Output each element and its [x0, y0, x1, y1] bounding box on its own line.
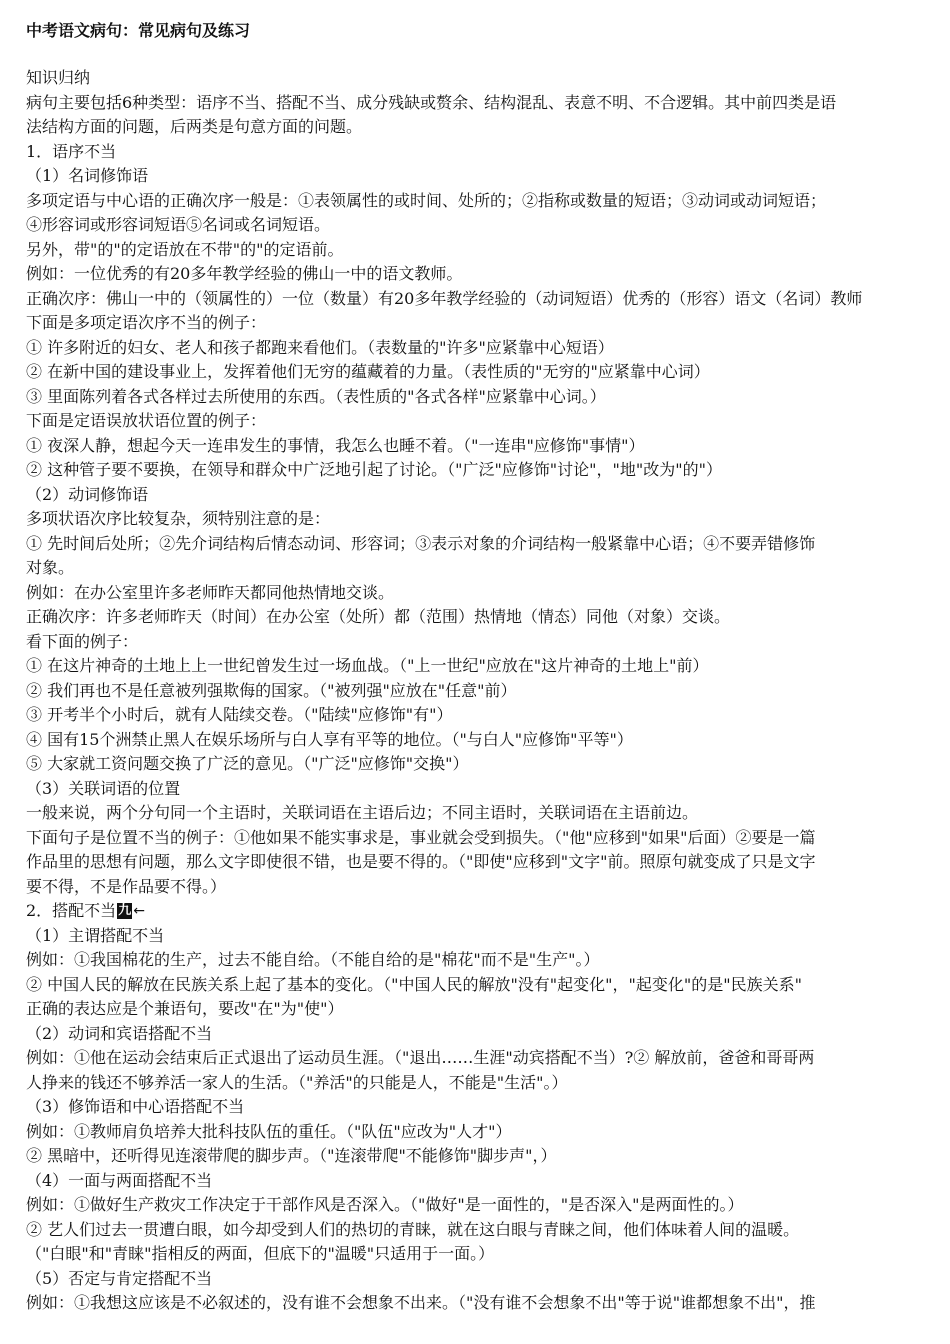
text-line: 对象。: [26, 558, 75, 577]
text-line: 例如：一位优秀的有20多年教学经验的佛山一中的语文教师。: [26, 264, 463, 283]
text-line: 多项状语次序比较复杂，须特别注意的是：: [26, 509, 331, 528]
text-line: 例如：①教师肩负培养大批科技队伍的重任。（"队伍"应改为"人才"）: [26, 1121, 512, 1141]
text-line: 多项定语与中心语的正确次序一般是：①表领属性的或时间、处所的；②指称或数量的短语；③动词或动词短语；: [26, 190, 827, 210]
text-line: 要不得，不是作品要不得。）: [26, 876, 227, 896]
arrow-left-icon: ←: [133, 903, 145, 919]
text-line: ③ 里面陈列着各式各样过去所使用的东西。（表性质的"各式各样"应紧靠中心词。）: [26, 386, 606, 406]
section-heading: [26, 899, 950, 924]
text-line: （3）修饰语和中心语搭配不当: [26, 1097, 245, 1116]
text-line: ② 艺人们过去一贯遭白眼，如今却受到人们的热切的青睐，就在这白眼与青睐之间，他们体味着人间的温暖。: [26, 1219, 800, 1239]
text-line: 正确次序：佛山一中的（领属性的）一位（数量）有20多年教学经验的（动词短语）优秀的（形容）语文（名词）教师: [26, 288, 863, 308]
text-line: 一般来说，两个分句同一个主语时，关联词语在主语后边；不同主语时，关联词语在主语前边。: [26, 803, 699, 822]
text-line: （5）否定与肯定搭配不当: [26, 1268, 213, 1288]
text-line: 例如：①他在运动会结束后正式退出了运动员生涯。（"退出……生涯"动宾搭配不当）?② 解放前，爸爸和哥哥两: [26, 1048, 815, 1067]
section-heading-text: 2．搭配不当: [26, 901, 117, 920]
text-line: 人挣来的钱还不够养活一家人的生活。（"养活"的只能是人，不能是"生活"。）: [26, 1072, 568, 1092]
text-line: 例如：①做好生产救灾工作决定于干部作风是否深入。（"做好"是一面性的，"是否深入"是两面性的。）: [26, 1195, 744, 1214]
text-line: ① 夜深人静，想起今天一连串发生的事情，我怎么也睡不着。（"一连串"应修饰"事情"）: [26, 435, 645, 455]
text-line: 下面句子是位置不当的例子：①他如果不能实事求是，事业就会受到损失。（"他"应移到"如果"后面）②要是一篇: [26, 827, 816, 847]
document-title: 中考语文病句：常见病句及练习: [26, 21, 251, 40]
text-line: 下面是定语误放状语位置的例子：: [26, 411, 267, 430]
text-line: ① 许多附近的妇女、老人和孩子都跑来看他们。（表数量的"许多"应紧靠中心短语）: [26, 337, 614, 357]
document-body: [26, 66, 950, 1316]
text-line: ③ 开考半个小时后，就有人陆续交卷。（"陆续"应修饰"有"）: [26, 705, 453, 724]
text-line: ⑤ 大家就工资问题交换了广泛的意见。（"广泛"应修饰"交换"）: [26, 754, 469, 773]
text-line: （"白眼"和"青睐"指相反的两面，但底下的"温暖"只适用于一面。）: [26, 1244, 495, 1263]
text-line: 看下面的例子：: [26, 631, 139, 651]
text-line: ① 在这片神奇的土地上上一世纪曾发生过一场血战。（"上一世纪"应放在"这片神奇的土地上"前）: [26, 656, 709, 675]
text-line: （3）关联词语的位置: [26, 778, 181, 798]
text-line: 法结构方面的问题，后两类是句意方面的问题。: [26, 117, 363, 136]
text-line: ① 先时间后处所；②先介词结构后情态动词、形容词；③表示对象的介词结构一般紧靠中心语；④不要弄错修饰: [26, 533, 816, 553]
text-line: 知识归纳: [26, 68, 91, 87]
text-line: ④ 国有15个洲禁止黑人在娱乐场所与白人享有平等的地位。（"与白人"应修饰"平等"）: [26, 729, 633, 749]
text-line: 正确次序：许多老师昨天（时间）在办公室（处所）都（范围）热情地（情态）同他（对象）交谈。: [26, 607, 731, 626]
document-page: [26, 18, 950, 1316]
text-line: （2）动词修饰语: [26, 484, 149, 504]
text-line: （2）动词和宾语搭配不当: [26, 1023, 213, 1043]
text-line: ② 我们再也不是任意被列强欺侮的国家。（"被列强"应放在"任意"前）: [26, 680, 517, 700]
text-line: 下面是多项定语次序不当的例子：: [26, 313, 267, 332]
text-line: 另外，带"的"的定语放在不带"的"的定语前。: [26, 239, 344, 259]
text-line: ② 这种管子要不要换，在领导和群众中广泛地引起了讨论。（"广泛"应修饰"讨论"，"地"改为"的"）: [26, 460, 722, 479]
text-line: 病句主要包括6种类型：语序不当、搭配不当、成分残缺或赘余、结构混乱、表意不明、不合逻辑。其中前四类是语: [26, 92, 837, 112]
text-line: ④形容词或形容词短语⑤名词或名词短语。: [26, 215, 331, 234]
text-line: 作品里的思想有问题，那么文字即使很不错，也是要不得的。（"即使"应移到"文字"前。照原句就变成了只是文字: [26, 852, 816, 871]
highlight-mark: 九: [118, 903, 132, 918]
text-line: ② 中国人民的解放在民族关系上起了基本的变化。（"中国人民的解放"没有"起变化"，"起变化"的是"民族关系": [26, 974, 802, 994]
text-line: ② 在新中国的建设事业上，发挥着他们无穷的蕴藏着的力量。（表性质的"无穷的"应紧靠中心词）: [26, 362, 710, 381]
text-line: 例如：在办公室里许多老师昨天都同他热情地交谈。: [26, 582, 395, 602]
text-line: （1）名词修饰语: [26, 166, 149, 185]
text-line: ② 黑暗中，还听得见连滚带爬的脚步声。（"连滚带爬"不能修饰"脚步声"，）: [26, 1146, 557, 1165]
text-line: （4）一面与两面搭配不当: [26, 1170, 213, 1190]
text-line: （1）主谓搭配不当: [26, 925, 165, 945]
text-line: 正确的表达应是个兼语句，要改"在"为"使"）: [26, 999, 344, 1018]
text-line: 例如：①我国棉花的生产，过去不能自给。（不能自给的是"棉花"而不是"生产"。）: [26, 950, 600, 969]
text-line: 1．语序不当: [26, 141, 117, 161]
text-line: 例如：①我想这应该是不必叙述的，没有谁不会想象不出来。（"没有谁不会想象不出"等于说"谁都想象不出"，推: [26, 1293, 816, 1312]
